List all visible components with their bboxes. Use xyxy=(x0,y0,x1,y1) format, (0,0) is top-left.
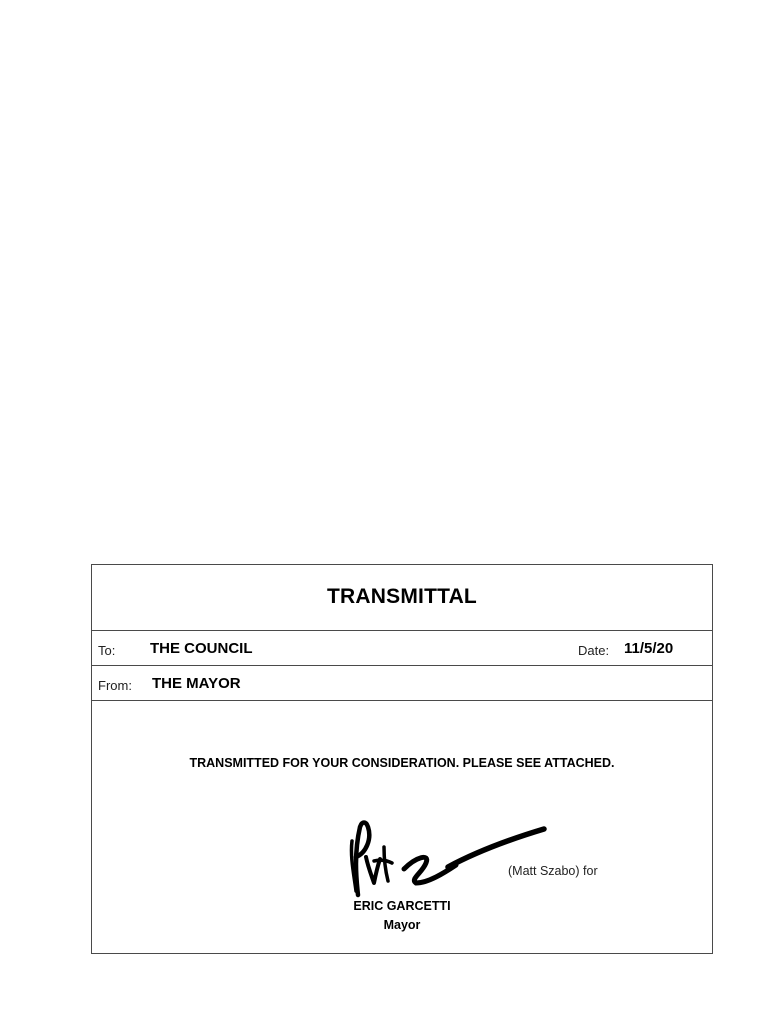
to-value: THE COUNCIL xyxy=(150,640,253,657)
handwritten-signature xyxy=(344,817,554,901)
form-title: TRANSMITTAL xyxy=(327,585,477,608)
date-value: 11/5/20 xyxy=(624,640,674,657)
on-behalf-note: (Matt Szabo) for xyxy=(508,864,598,878)
signer-name: ERIC GARCETTI xyxy=(353,899,451,913)
from-value: THE MAYOR xyxy=(152,675,241,692)
to-row xyxy=(92,631,712,666)
from-row xyxy=(92,666,712,701)
transmittal-message: TRANSMITTED FOR YOUR CONSIDERATION. PLEASE SEE ATTACHED. xyxy=(189,756,615,770)
transmittal-form xyxy=(91,564,713,954)
to-label: To: xyxy=(98,643,116,658)
message-area xyxy=(92,701,712,955)
date-label: Date: xyxy=(578,643,610,658)
title-row xyxy=(92,565,712,631)
signer-title: Mayor xyxy=(383,918,421,932)
from-label: From: xyxy=(98,678,132,693)
